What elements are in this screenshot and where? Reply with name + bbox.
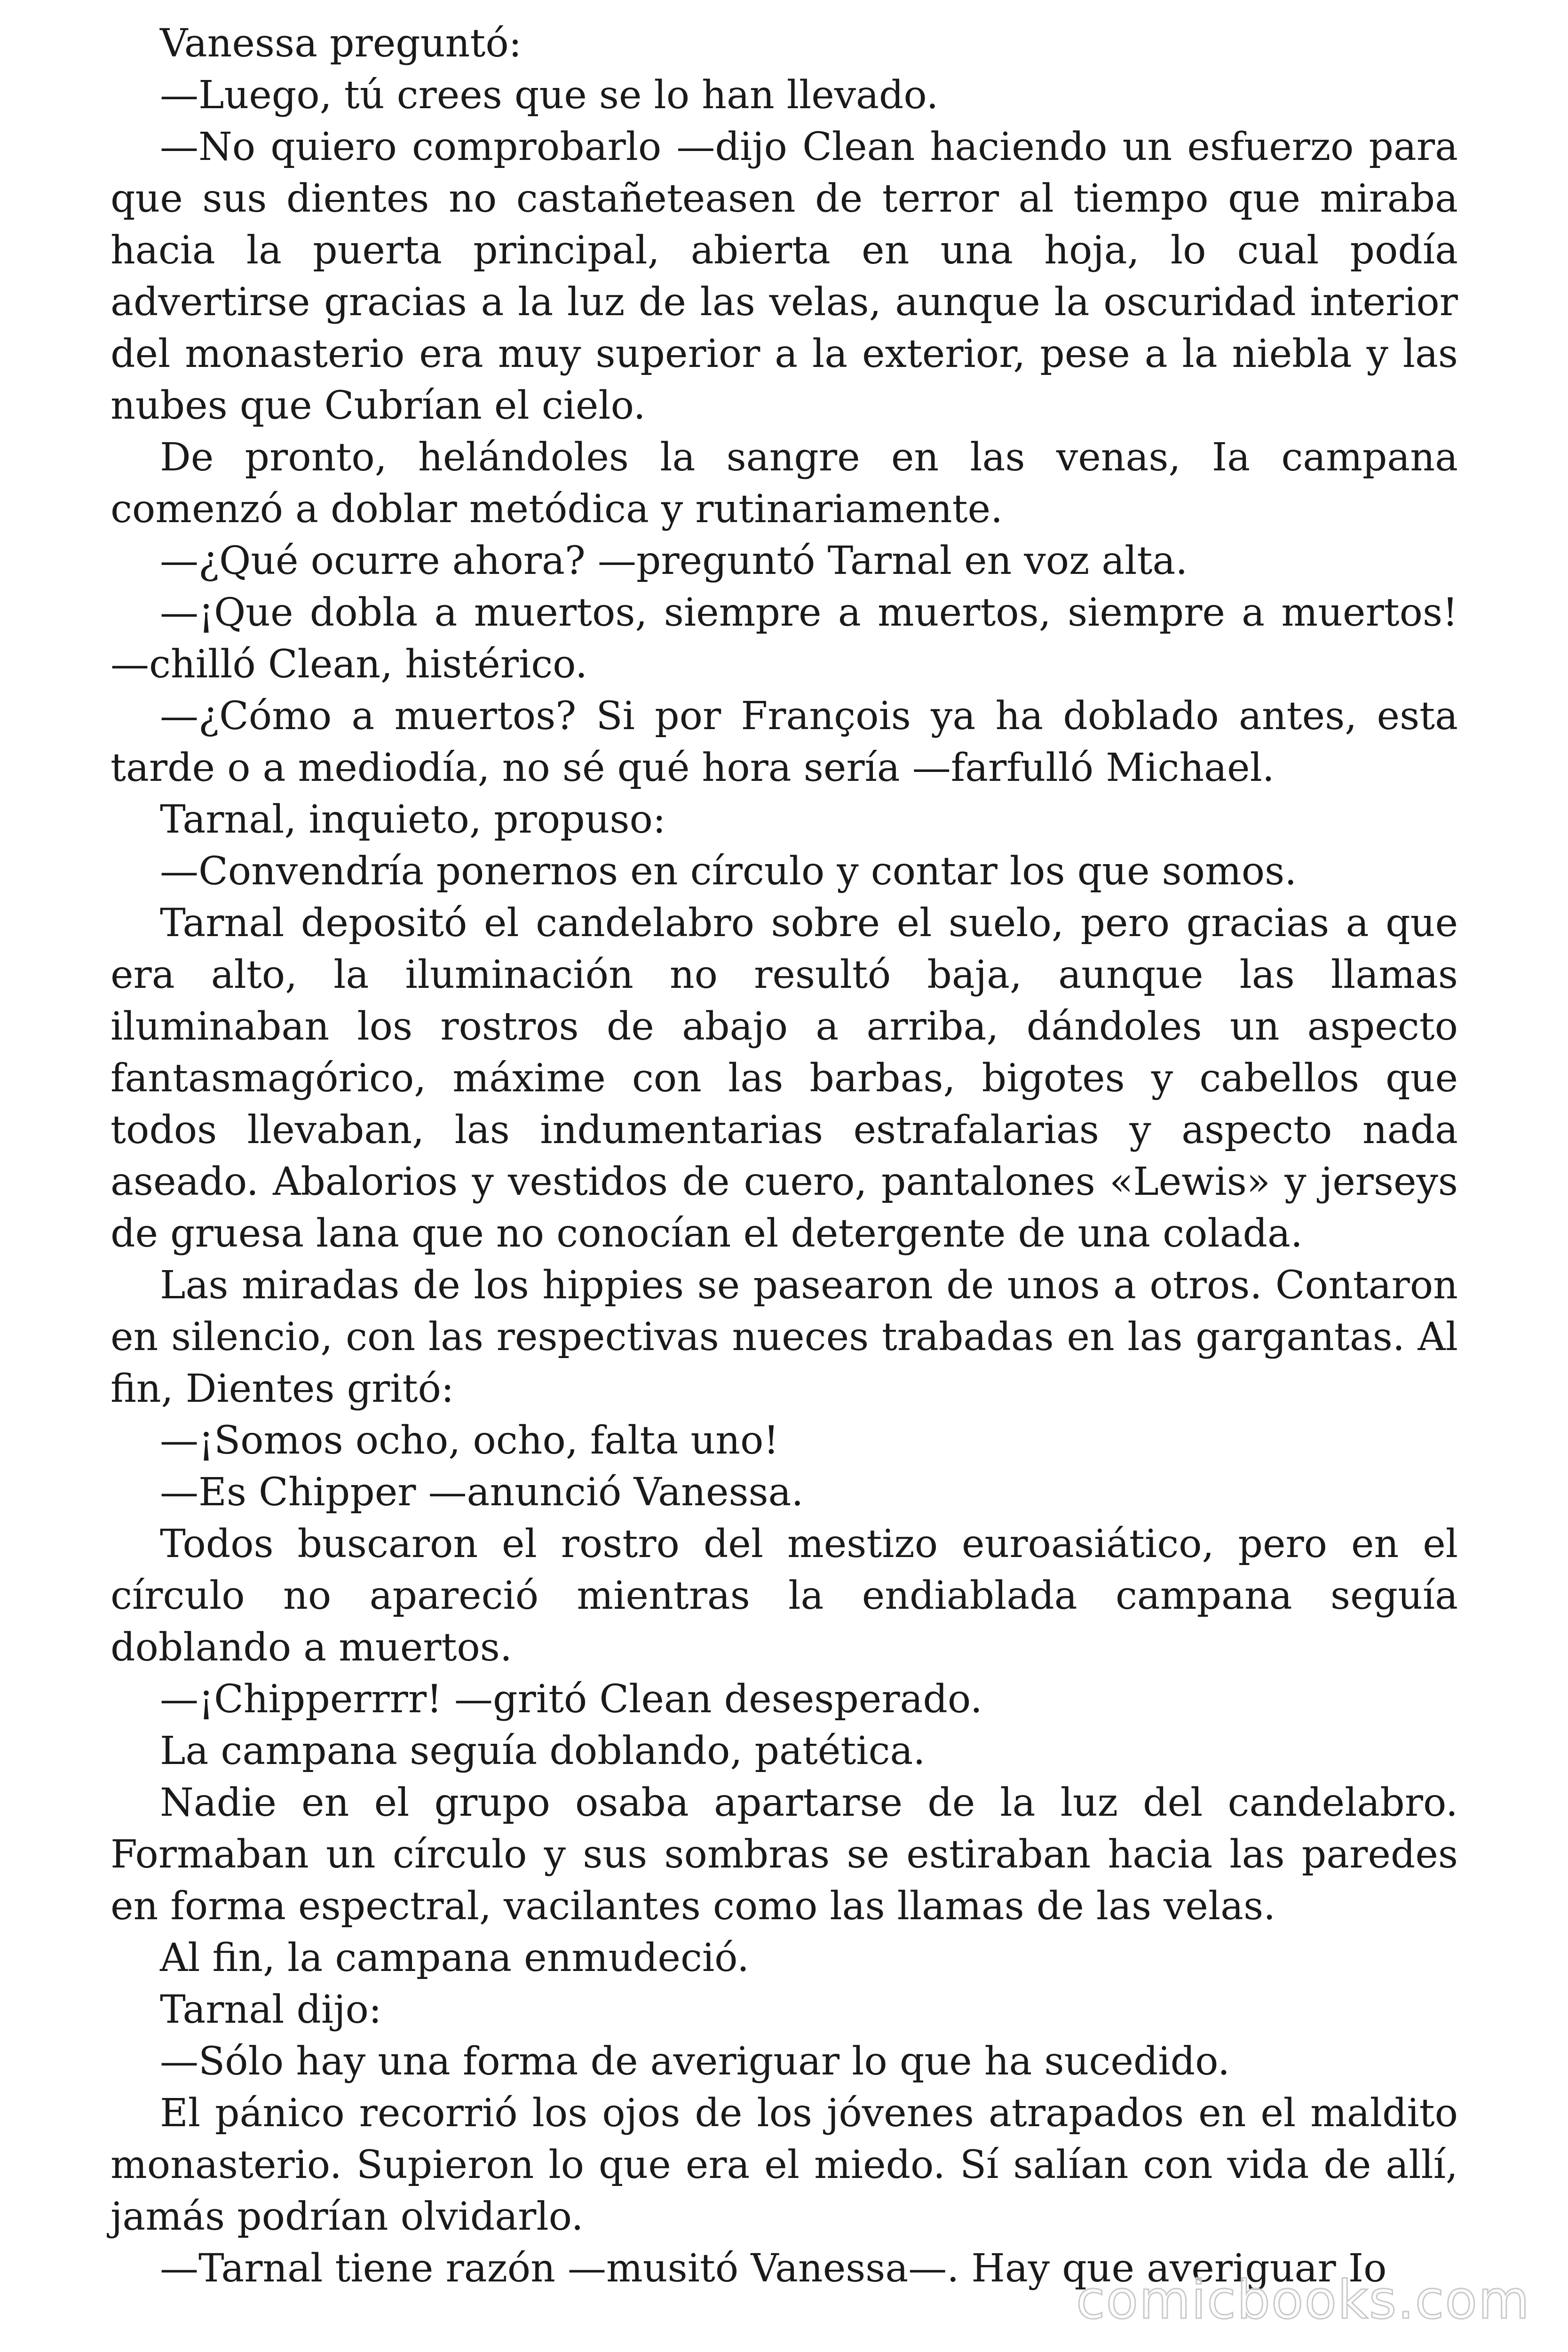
paragraph: —Es Chipper —anunció Vanessa.: [160, 1470, 804, 1515]
paragraph: —Luego, tú crees que se lo han llevado.: [160, 73, 939, 118]
paragraph: Las miradas de los hippies se pasearon de unos a otros. Contaron en silencio, con las respectivas nueces trabadas en las gargantas. Al fin, Dientes gritó:: [111, 1263, 1458, 1411]
paragraph: Tarnal dijo:: [160, 1987, 382, 2032]
paragraph: —¿Qué ocurre ahora? —preguntó Tarnal en voz alta.: [160, 539, 1188, 583]
paragraph: —¡Somos ocho, ocho, falta uno!: [160, 1418, 779, 1463]
watermark: comicbooks.com: [1076, 2270, 1530, 2331]
paragraph: El pánico recorrió los ojos de los jóvenes atrapados en el maldito monasterio. Supieron lo que era el miedo. Sí salían con vida de allí, jamás podrían olvidarlo.: [111, 2091, 1458, 2239]
paragraph: —Sólo hay una forma de averiguar lo que ha sucedido.: [160, 2039, 1230, 2084]
paragraph: Nadie en el grupo osaba apartarse de la luz del candelabro. Formaban un círculo y sus sombras se estiraban hacia las paredes en forma espectral, vacilantes como las llamas de las velas.: [111, 1780, 1458, 1929]
paragraph: De pronto, helándoles la sangre en las venas, Ia campana comenzó a doblar metódica y rutinariamente.: [111, 435, 1458, 532]
paragraph: —¿Cómo a muertos? Si por François ya ha doblado antes, esta tarde o a mediodía, no sé qué hora sería —farfulló Michael.: [111, 694, 1458, 790]
paragraph: —Tarnal tiene razón —musitó Vanessa—. Hay que averiguar Io: [160, 2246, 1387, 2291]
paragraph: Tarnal depositó el candelabro sobre el suelo, pero gracias a que era alto, la iluminación no resultó baja, aunque las llamas iluminaban los rostros de abajo a arriba, dándoles un aspecto fantasmagórico, máxime con las barbas, bigotes y cabellos que todos llevaban, las indumentarias estrafalarias y aspecto nada aseado. Abalorios y vestidos de cuero, pantalones «Lewis» y jerseys de gruesa lana que no conocían el detergente de una colada.: [111, 901, 1458, 1256]
paragraph: Tarnal, inquieto, propuso:: [160, 797, 666, 842]
paragraph: Todos buscaron el rostro del mestizo euroasiático, pero en el círculo no apareció mientras la endiablada campana seguía doblando a muertos.: [111, 1522, 1458, 1670]
paragraph: Vanessa preguntó:: [160, 21, 522, 66]
paragraph: —Convendría ponernos en círculo y contar los que somos.: [160, 849, 1297, 894]
paragraph: Al fin, la campana enmudeció.: [160, 1936, 750, 1980]
paragraph: —¡Que dobla a muertos, siempre a muertos, siempre a muertos! —chilló Clean, histérico.: [111, 590, 1458, 687]
body-text: [111, 18, 1458, 2295]
paragraph: —No quiero comprobarlo —dijo Clean haciendo un esfuerzo para que sus dientes no castañeteasen de terror al tiempo que miraba hacia la puerta principal, abierta en una hoja, lo cual podía advertirse gracias a la luz de las velas, aunque la oscuridad interior del monasterio era muy superior a la exterior, pese a la niebla y las nubes que Cubrían el cielo.: [111, 125, 1458, 428]
paragraph: —¡Chipperrrr! —gritó Clean desesperado.: [160, 1677, 982, 1722]
paragraph: La campana seguía doblando, patética.: [160, 1729, 926, 1773]
